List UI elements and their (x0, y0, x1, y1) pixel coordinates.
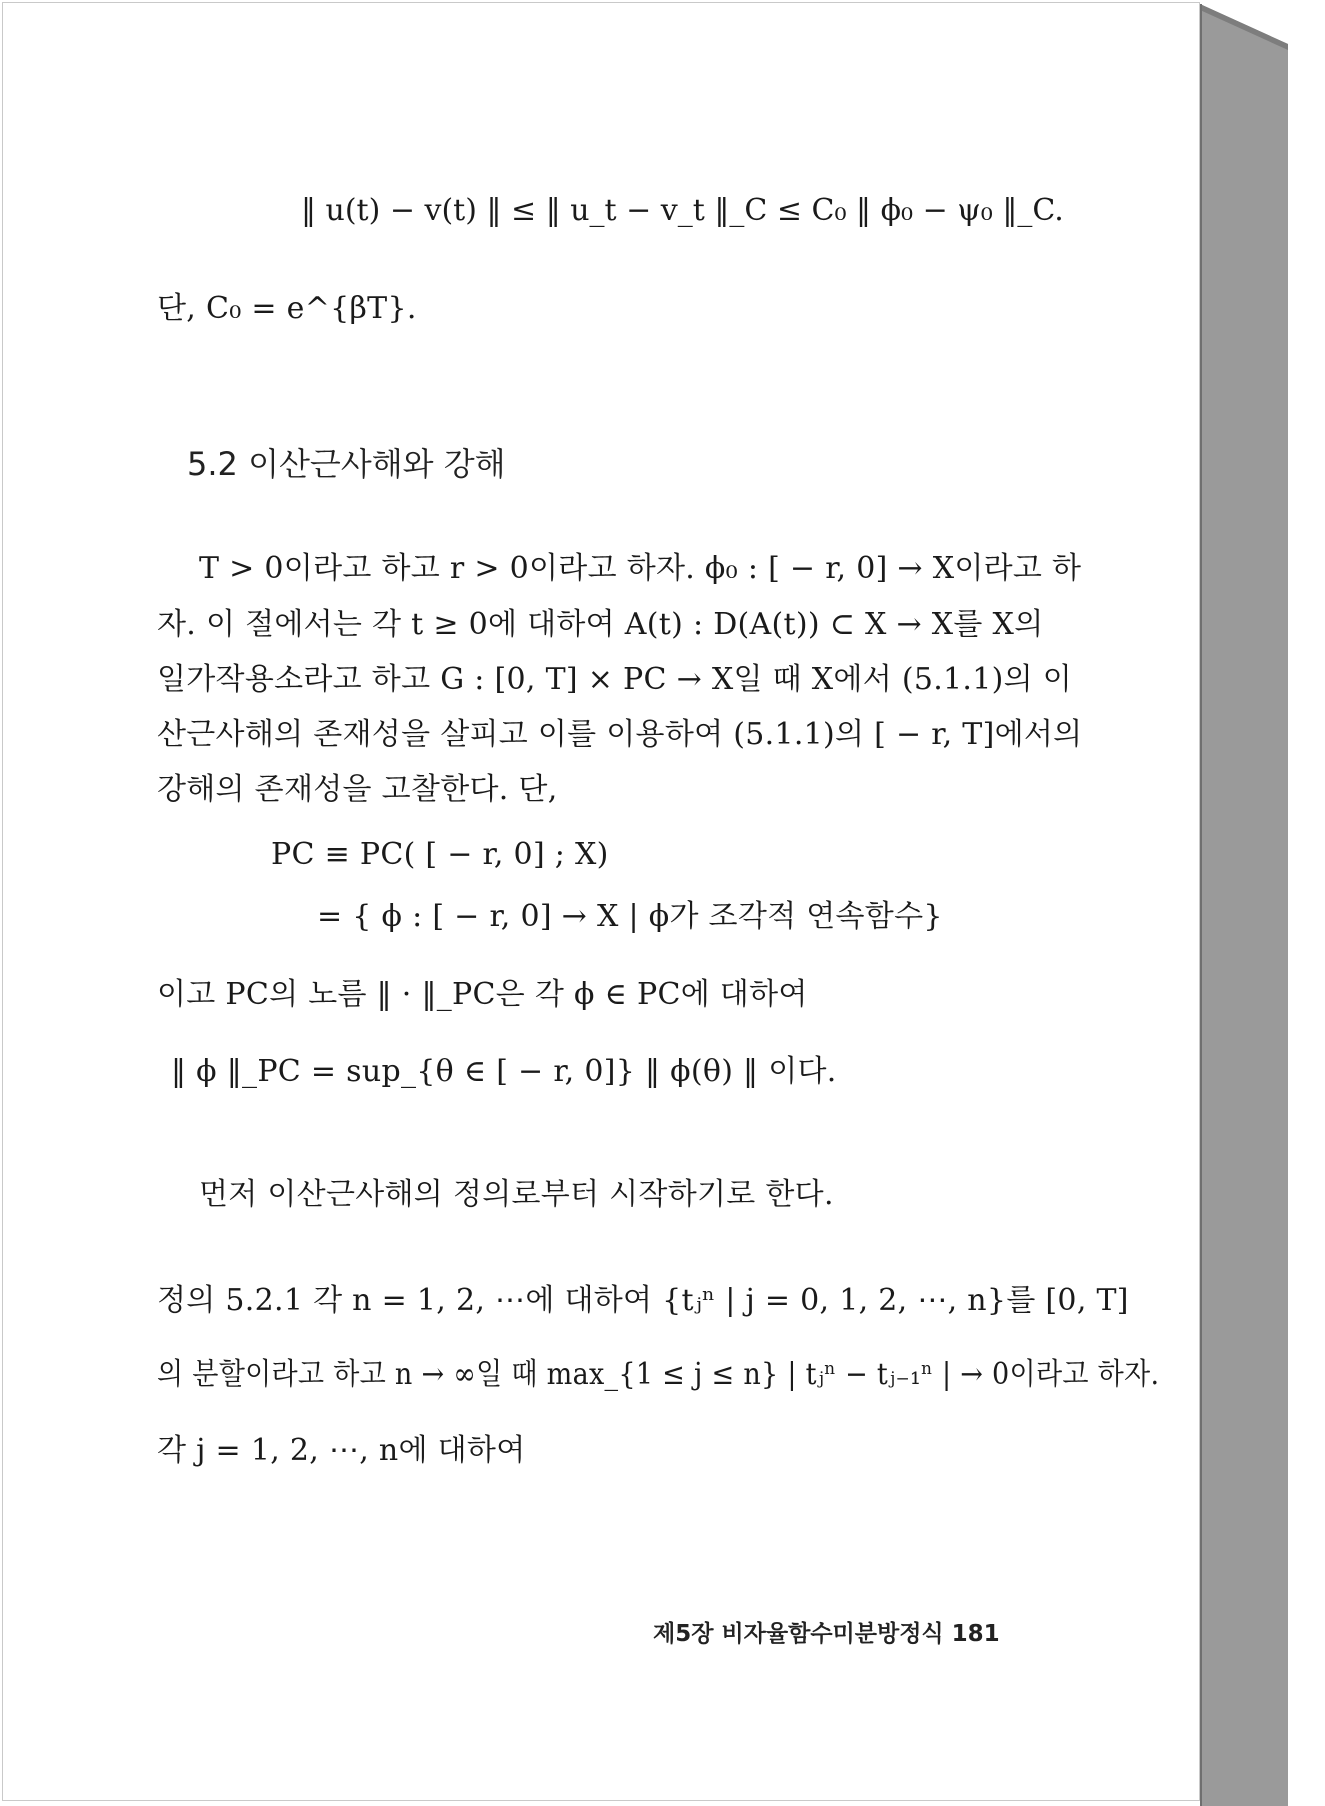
pc-definition-line-2: = { ϕ : [ − r, 0] → X | ϕ가 조각적 연속함수} (317, 899, 943, 934)
section-heading: 5.2 이산근사해와 강해 (187, 445, 506, 483)
page-footer: 제5장 비자율함수미분방정식 181 (653, 1621, 1000, 1647)
definition-line-2: 의 분할이라고 하고 n → ∞일 때 max_{1 ≤ j ≤ n} | tⱼⁿ − tⱼ₋₁ⁿ | → 0이라고 하자. (157, 1357, 1160, 1392)
bound-equation: ‖ u(t) − v(t) ‖ ≤ ‖ u_t − v_t ‖_C ≤ C₀ ‖ ϕ₀ − ψ₀ ‖_C. (301, 193, 1064, 228)
constant-note: 단, C₀ = e^{βT}. (157, 291, 417, 326)
norm-formula: ‖ ϕ ‖_PC = sup_{θ ∈ [ − r, 0]} ‖ ϕ(θ) ‖ 이다. (171, 1054, 837, 1089)
para1-line-5: 강해의 존재성을 고찰한다. 단, (157, 772, 558, 807)
para1-line-4: 산근사해의 존재성을 살피고 이를 이용하여 (5.1.1)의 [ − r, T]에서의 (157, 717, 1083, 752)
para1-line-1: T > 0이라고 하고 r > 0이라고 하자. ϕ₀ : [ − r, 0] → X이라고 하 (199, 551, 1082, 586)
book-spine (1200, 4, 1288, 1806)
norm-intro: 이고 PC의 노름 ‖ · ‖_PC은 각 ϕ ∈ PC에 대하여 (157, 977, 808, 1012)
pc-definition-line-1: PC ≡ PC( [ − r, 0] ; X) (271, 837, 609, 872)
definition-line-1: 정의 5.2.1 각 n = 1, 2, ⋯에 대하여 {tⱼⁿ | j = 0, 1, 2, ⋯, n}를 [0, T] (157, 1283, 1129, 1318)
para1-line-3: 일가작용소라고 하고 G : [0, T] × PC → X일 때 X에서 (5.1.1)의 이 (157, 662, 1073, 697)
definition-line-3: 각 j = 1, 2, ⋯, n에 대하여 (157, 1433, 526, 1468)
start-sentence: 먼저 이산근사해의 정의로부터 시작하기로 한다. (199, 1177, 834, 1212)
document-page (2, 2, 1200, 1801)
para1-line-2: 자. 이 절에서는 각 t ≥ 0에 대하여 A(t) : D(A(t)) ⊂ X → X를 X의 (157, 607, 1044, 642)
